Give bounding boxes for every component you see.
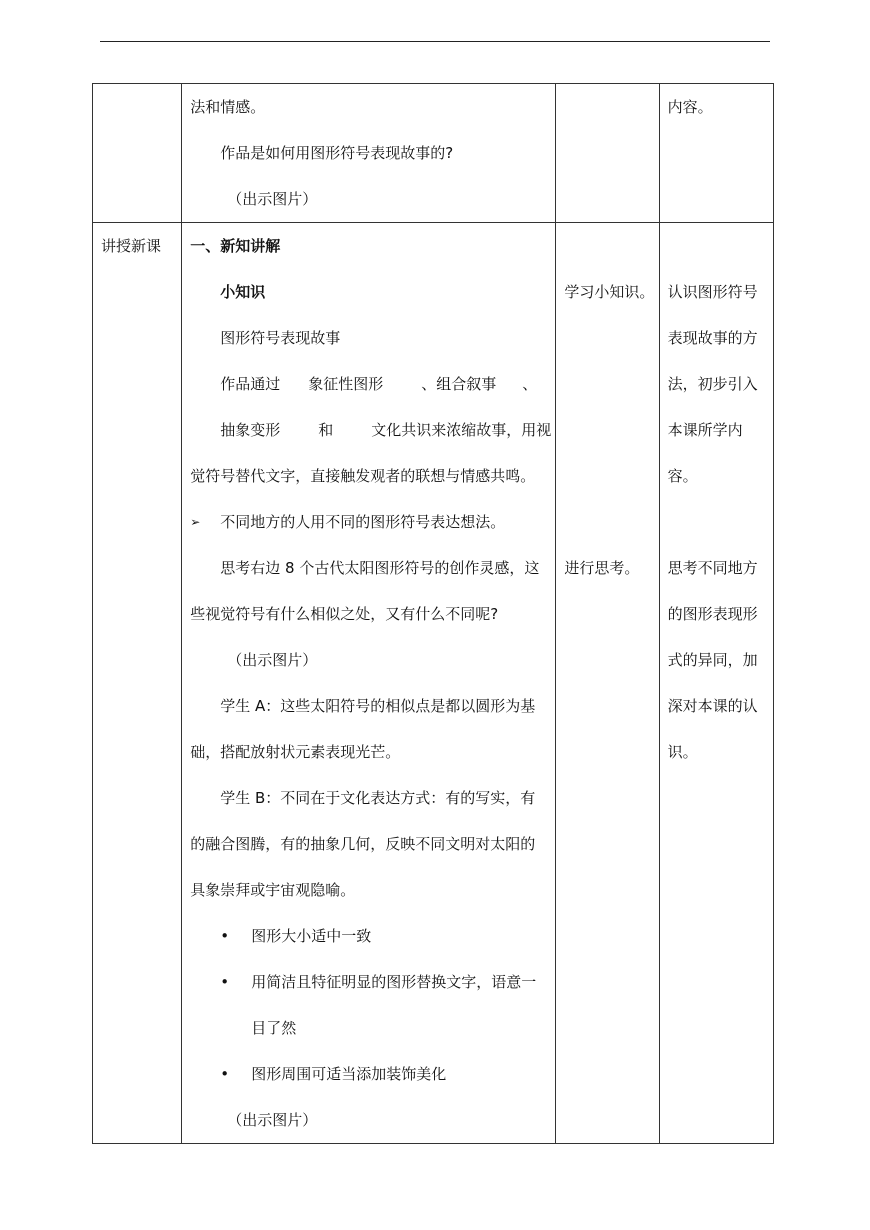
list-item-text: 图形大小适中一致	[251, 927, 372, 945]
purpose-text: 认识图形符号	[667, 283, 758, 301]
bullet-icon: •	[220, 973, 230, 991]
paragraph-line	[190, 407, 552, 453]
text-fragment: 、组合叙事	[421, 375, 497, 393]
purpose-text: 识。	[667, 743, 698, 761]
show-image-note: （出示图片）	[227, 190, 318, 208]
purpose-text: 表现故事的方	[667, 329, 758, 347]
paragraph-line: 学生 A：这些太阳符号的相似点是都以圆形为基	[220, 697, 536, 715]
purpose-text: 深对本课的认	[667, 697, 758, 715]
content-cell	[182, 223, 556, 1144]
arrow-list-item	[190, 499, 547, 545]
list-item-text: 用简洁且特征明显的图形替换文字，语意一	[251, 973, 537, 991]
content-text: 法和情感。	[190, 98, 266, 116]
paragraph-line: 础，搭配放射状元素表现光芒。	[190, 743, 401, 761]
stage-cell	[93, 223, 182, 1144]
bullet-icon: •	[220, 1065, 230, 1083]
show-image-note: （出示图片）	[227, 651, 318, 669]
purpose-text: 式的异同，加	[667, 651, 758, 669]
paragraph-line: 些视觉符号有什么相似之处，又有什么不同呢?	[190, 605, 499, 623]
purpose-text: 思考不同地方	[667, 559, 758, 577]
paragraph-line: 觉符号替代文字，直接触发观者的联想与情感共鸣。	[190, 467, 536, 485]
list-item-continuation: 目了然	[251, 1019, 297, 1037]
bullet-list-item	[190, 1051, 547, 1097]
header-rule	[100, 41, 770, 42]
purpose-text: 的图形表现形	[667, 605, 758, 623]
text-fragment: 抽象变形	[220, 421, 281, 439]
purpose-text: 内容。	[667, 98, 713, 116]
paragraph-line: 学生 B：不同在于文化表达方式：有的写实，有	[220, 789, 536, 807]
bullet-list-item	[190, 913, 547, 959]
text-fragment: 作品通过	[220, 375, 281, 393]
content-text: 作品是如何用图形符号表现故事的?	[220, 144, 454, 162]
text-fragment: 文化共识来浓缩故事，用视	[371, 421, 552, 439]
student-activity-text: 学习小知识。	[564, 283, 655, 301]
purpose-text: 本课所学内	[667, 421, 743, 439]
text-fragment: 和	[318, 421, 334, 439]
list-item-text: 图形周围可适当添加装饰美化	[251, 1065, 447, 1083]
purpose-text: 法，初步引入	[667, 375, 758, 393]
content-cell	[182, 84, 556, 223]
bullet-list-item	[190, 959, 547, 1005]
stage-label: 讲授新课	[101, 237, 162, 255]
stage-cell	[93, 84, 182, 223]
purpose-text: 容。	[667, 467, 698, 485]
paragraph-line: 的融合图腾，有的抽象几何，反映不同文明对太阳的	[190, 835, 536, 853]
table-row	[93, 84, 774, 223]
table-row	[93, 223, 774, 1144]
bullet-icon: •	[220, 927, 230, 945]
purpose-cell	[659, 84, 773, 223]
paragraph-line	[190, 361, 547, 407]
student-activity-cell	[556, 84, 659, 223]
section-heading: 一、新知讲解	[190, 237, 281, 255]
show-image-note: （出示图片）	[227, 1111, 318, 1129]
text-fragment: 象征性图形	[308, 375, 384, 393]
list-item-text: 不同地方的人用不同的图形符号表达想法。	[220, 513, 506, 531]
lesson-plan-table	[92, 83, 774, 1144]
paragraph-line: 具象崇拜或宇宙观隐喻。	[190, 881, 356, 899]
topic-title: 图形符号表现故事	[220, 329, 341, 347]
student-activity-text: 进行思考。	[564, 559, 640, 577]
purpose-cell	[659, 223, 773, 1144]
paragraph-line: 思考右边 8 个古代太阳图形符号的创作灵感，这	[220, 559, 540, 577]
student-activity-cell	[556, 223, 659, 1144]
text-fragment: 、	[522, 375, 538, 393]
arrow-bullet-icon: ➢	[190, 515, 201, 529]
subheading: 小知识	[220, 283, 266, 301]
